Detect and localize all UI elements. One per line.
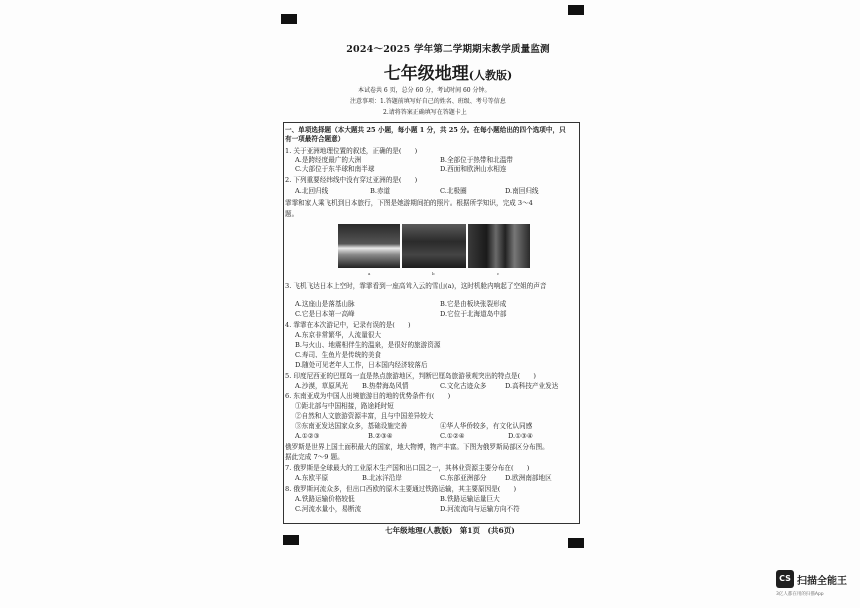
section-heading: 一、单项选择题（本大题共 25 小题，每小题 1 分，共 25 分。在每小题给出的四个选项中，只 <box>285 126 566 134</box>
q1-option-c: C.大部位于东半球和南半球 <box>295 165 375 173</box>
photo-snow-mountain <box>338 224 400 268</box>
q6-option-c: C.①②④ <box>440 432 465 440</box>
q2-option-c: C.北极圈 <box>440 187 467 195</box>
q8-option-b: B.铁路运输运量巨大 <box>440 495 500 503</box>
page-footer: 七年级地理(人教版) 第1页 (共6页) <box>385 526 515 535</box>
q5-option-a: A.沙漠，草原风光 <box>295 382 349 390</box>
q6-statement-4: ④华人华侨较多，有文化认同感 <box>440 422 533 430</box>
q6-option-b: B.②③④ <box>368 432 393 440</box>
q3-option-c: C.它是日本第一高峰 <box>295 310 355 318</box>
q6-statement-1: ①距北部与中国相接，路途耗时短 <box>295 402 394 410</box>
intro-q7-9: 俄罗斯是世界上国土面积最大的国家，地大物博，物产丰富。下图为俄罗斯局部区分布图。 <box>285 443 549 451</box>
camscanner-slogan: 3亿人都在用的扫描App <box>776 592 824 597</box>
q4-option-d: D.随处可见老年人工作，日本国内经济较落后 <box>295 361 428 369</box>
q2-option-d: D.南回归线 <box>505 187 539 195</box>
q6-option-a: A.①②③ <box>295 432 320 440</box>
registration-mark-top-right <box>568 5 584 15</box>
intro-q3-4-cont: 题。 <box>285 210 299 218</box>
q3-option-a: A.这座山是落基山脉 <box>295 300 355 308</box>
q2-option-b: B.赤道 <box>370 187 391 195</box>
photo-label-a: a <box>368 271 371 276</box>
q8-option-c: C.河流水量小，易断流 <box>295 505 362 513</box>
exam-title: 2024～2025 学年第二学期期末教学质量监测 <box>346 44 550 55</box>
camscanner-brand: 扫描全能王 <box>797 576 847 587</box>
q2-option-a: A.北回归线 <box>295 187 329 195</box>
edition-label: (人教版) <box>468 69 513 82</box>
q4-stem: 4. 霏霏在本次游记中，记录有误的是( ) <box>285 321 411 329</box>
q1-option-b: B.全部位于热带和北温带 <box>440 156 513 164</box>
q7-option-d: D.欧洲南部地区 <box>505 474 552 482</box>
camscanner-logo: CS <box>776 570 794 588</box>
q1-stem: 1. 关于亚洲地理位置的叙述，正确的是( ) <box>285 147 418 155</box>
q6-statement-3: ③东南亚发达国家众多，基础设施完善 <box>295 422 408 430</box>
q1-option-a: A.是跨经度最广的大洲 <box>295 156 362 164</box>
instructions-note-1: 注意事项：1.答题前填写好自己的姓名、班级、考号等信息 <box>350 98 506 105</box>
q6-stem: 6. 东南亚成为中国人出境旅游目的地的优势条件有( ) <box>285 392 451 400</box>
subject-title <box>308 59 588 84</box>
q6-statement-2: ②自然和人文旅游资源丰富，且与中国差异较大 <box>295 412 434 420</box>
q3-stem: 3. 飞机飞达日本上空时，霏霏看到一座高耸入云的雪山(a)，这时机舱内响起了空姐的声音 <box>285 282 547 290</box>
exam-info-note: 本试卷共 6 页，总分 60 分，考试时间 60 分钟。 <box>358 87 491 94</box>
subject-name: 七年级地理 <box>383 64 469 84</box>
q5-option-d: D.高科技产业发达 <box>505 382 559 390</box>
q1-option-d: D.西面和欧洲山水相连 <box>440 165 507 173</box>
q3-option-b: B.它是由板块张裂形成 <box>440 300 507 308</box>
intro-q3-4: 霏霏和家人乘飞机到日本旅行，下图是她游期间拍的照片。根据所学知识，完成 3～4 <box>285 199 533 207</box>
q7-option-b: B.北冰洋沿岸 <box>362 474 402 482</box>
photo-temple-gate <box>402 224 466 268</box>
photo-label-c: c <box>497 271 500 276</box>
q5-option-b: B.热带海岛风情 <box>362 382 409 390</box>
q4-option-c: C.寿司、生鱼片是传统的美食 <box>295 351 382 359</box>
q4-option-b: B.与火山、地震相伴生的温泉，是很好的旅游资源 <box>295 341 441 349</box>
q8-option-a: A.铁路运输价格较低 <box>295 495 355 503</box>
q6-option-d: D.①③④ <box>508 432 533 440</box>
q3-option-d: D.它位于北海道岛中部 <box>440 310 507 318</box>
q7-option-c: C.东部亚洲部分 <box>440 474 487 482</box>
q5-stem: 5. 印度尼西亚的巴厘岛一直是热点旅游地区，判断巴厘岛旅游景观突出的特点是( ) <box>285 372 536 380</box>
photo-city-buildings <box>468 224 530 268</box>
q7-stem: 7. 俄罗斯是全球最大的工业原木生产国和出口国之一，其林业资源主要分布在( ) <box>285 464 530 472</box>
registration-mark-bottom-left <box>283 535 299 545</box>
q5-option-c: C.文化古迹众多 <box>440 382 487 390</box>
section-heading-cont: 有一项最符合题意） <box>285 135 345 143</box>
q8-option-d: D.河流流向与运输方向不符 <box>440 505 520 513</box>
q8-stem: 8. 俄罗斯河流众多，但出口西欧的原木主要通过铁路运输，其主要原因是( ) <box>285 485 517 493</box>
q7-option-a: A.东欧平原 <box>295 474 329 482</box>
q4-option-a: A.东京非常繁华，人流量很大 <box>295 331 381 339</box>
registration-mark-top-left <box>281 14 297 24</box>
registration-mark-bottom-right <box>568 538 584 548</box>
photo-label-b: b <box>432 271 435 276</box>
intro-q7-9-cont: 据此完成 7～9 题。 <box>285 453 344 461</box>
instructions-note-2: 2.请将答案正确填写在答题卡上 <box>383 109 467 116</box>
q2-stem: 2. 下列重要经纬线中没有穿过亚洲的是( ) <box>285 176 418 184</box>
